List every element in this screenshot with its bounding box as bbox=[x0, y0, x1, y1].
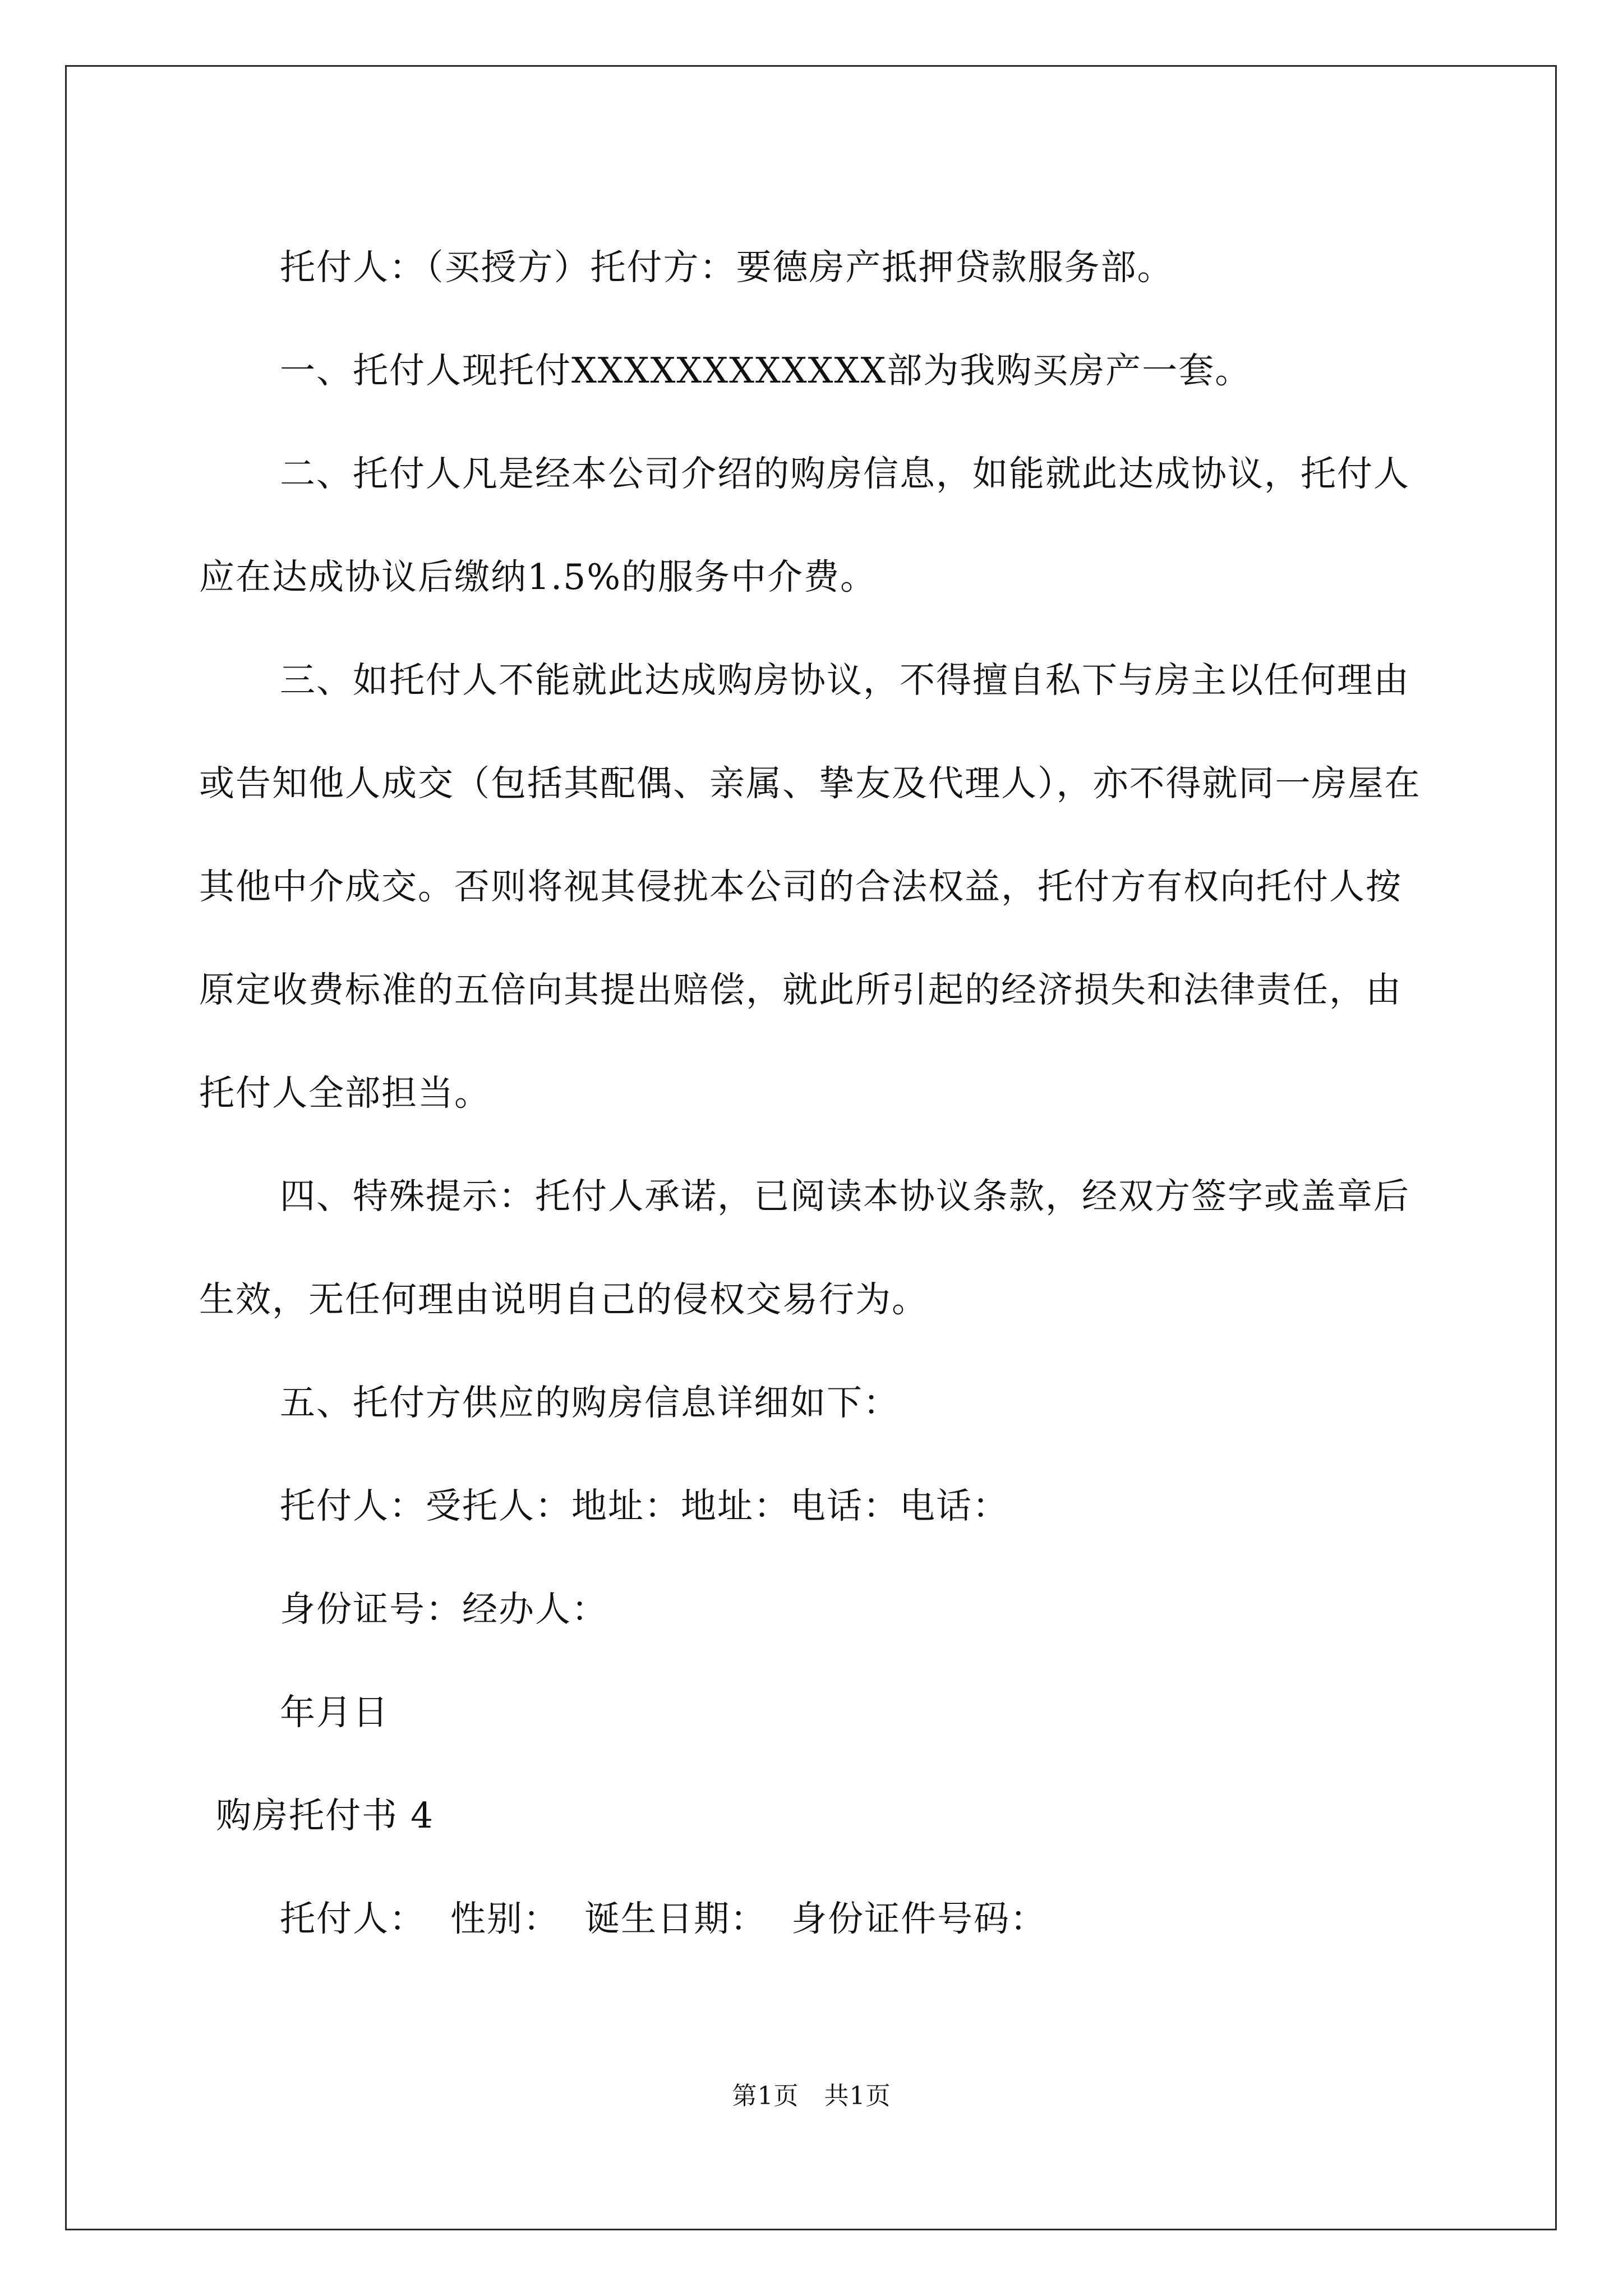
paragraph-clause-4: 四、特殊提示：托付人承诺，已阅读本协议条款，经双方签字或盖章后生效，无任何理由说明自己的侵权交易行为。 bbox=[199, 1176, 1410, 1320]
paragraph-clause-1: 一、托付人现托付XXXXXXXXXXXX部为我购买房产一套。 bbox=[280, 350, 1252, 391]
paragraph-clause-5: 五、托付方供应的购房信息详细如下： bbox=[280, 1382, 900, 1423]
section-heading: 购房托付书 4 bbox=[216, 1795, 435, 1836]
paragraph-id-fields: 身份证号：经办人： bbox=[280, 1589, 608, 1630]
paragraph-clause-2: 二、托付人凡是经本公司介绍的购房信息，如能就此达成协议，托付人应在达成协议后缴纳1.5%的服务中介费。 bbox=[199, 453, 1410, 597]
paragraph-client-details: 托付人： 性别： 诞生日期： 身份证件号码： bbox=[280, 1898, 1047, 1939]
page-footer: 第1页 共1页 bbox=[732, 2082, 891, 2110]
paragraph-client-info: 托付人：（买授方）托付方：要德房产抵押贷款服务部。 bbox=[280, 247, 1174, 288]
paragraph-signature-fields: 托付人：受托人：地址：地址：电话：电话： bbox=[280, 1485, 1009, 1526]
paragraph-date: 年月日 bbox=[280, 1692, 389, 1733]
document-body bbox=[199, 216, 1427, 1971]
paragraph-clause-3: 三、如托付人不能就此达成购房协议，不得擅自私下与房主以任何理由或告知他人成交（包括其配偶、亲属、挚友及代理人），亦不得就同一房屋在其他中介成交。否则将视其侵扰本公司的合法权益，托付方有权向托付人按原定收费标准的五倍向其提出赔偿，就此所引起的经济损失和法律责任，由托付人全部担当。 bbox=[199, 660, 1421, 1114]
